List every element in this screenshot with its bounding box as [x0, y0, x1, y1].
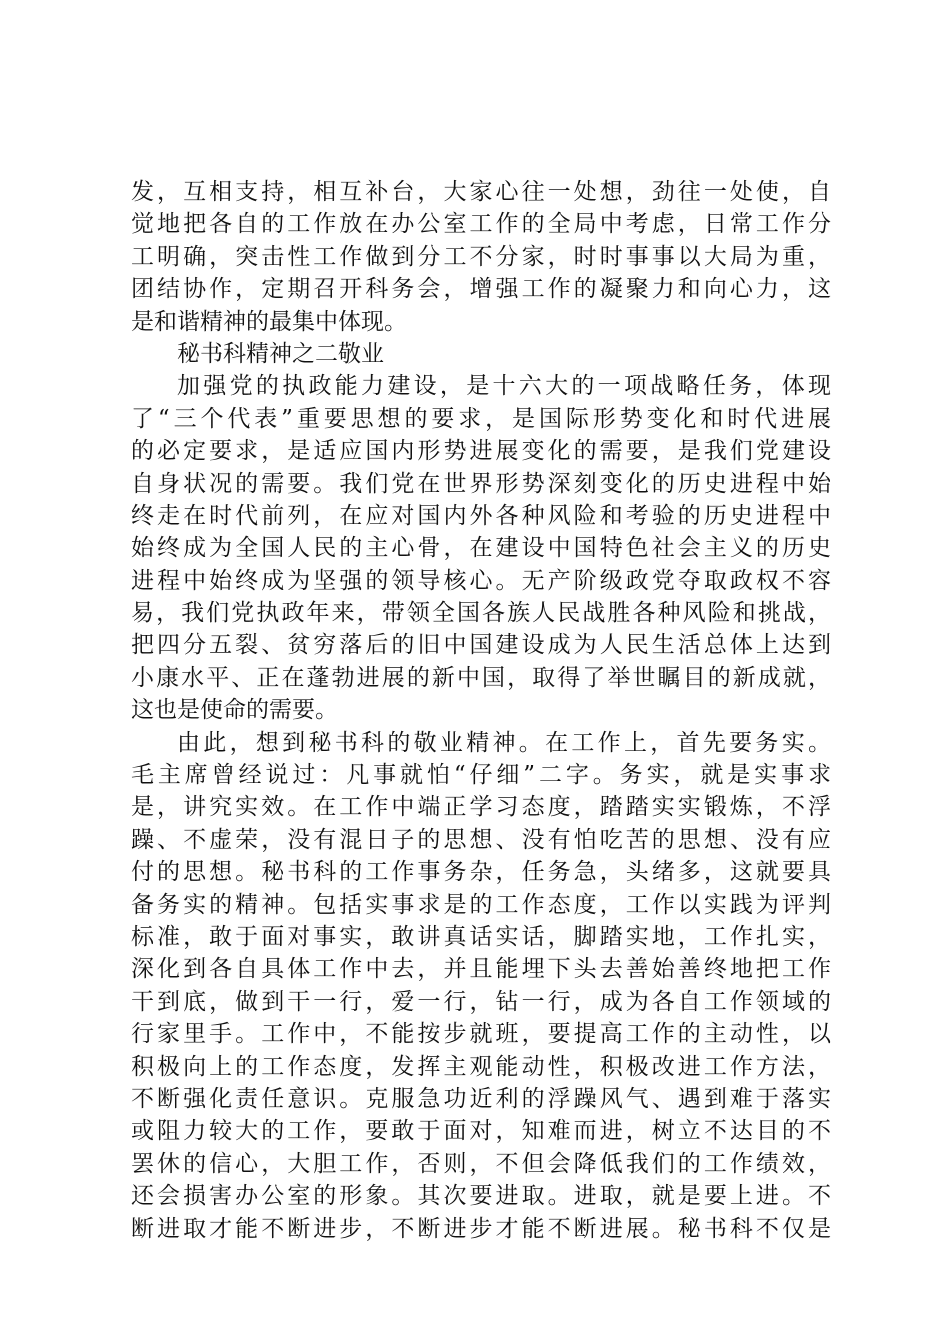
text-line: 发，互相支持，相互补台，大家心往一处想，劲往一处使，自 [131, 179, 831, 205]
text-line: 标准，敢于面对事实，敢讲真话实话，脚踏实地，工作扎实， [131, 923, 831, 950]
text-line: 备务实的精神。包括实事求是的工作态度，工作以实践为评判 [131, 891, 831, 918]
text-line: 干到底，做到干一行，爱一行，钻一行，成为各自工作领域的 [131, 988, 831, 1015]
text-line: 自身状况的需要。我们党在世界形势深刻变化的历史进程中始 [131, 470, 831, 497]
text-line: 团结协作，定期召开科务会，增强工作的凝聚力和向心力，这 [131, 276, 831, 303]
text-line: 毛主席曾经说过：凡事就怕“仔细”二字。务实，就是实事求 [131, 762, 831, 789]
text-line: 的必定要求，是适应国内形势进展变化的需要，是我们党建设 [131, 438, 831, 465]
text-line: 还会损害办公室的形象。其次要进取。进取，就是要上进。不 [131, 1183, 831, 1210]
text-line: 或阻力较大的工作，要敢于面对，知难而进，树立不达目的不 [131, 1118, 831, 1145]
text-line: 付的思想。秘书科的工作事务杂，任务急，头绪多，这就要具 [131, 859, 831, 886]
text-line: 把四分五裂、贫穷落后的旧中国建设成为人民生活总体上达到 [131, 632, 831, 659]
text-line: 躁、不虚荣，没有混日子的思想、没有怕吃苦的思想、没有应 [131, 826, 831, 853]
text-line: 始终成为全国人民的主心骨，在建设中国特色社会主义的历史 [131, 535, 831, 562]
text-line: 行家里手。工作中，不能按步就班，要提高工作的主动性，以 [131, 1021, 831, 1048]
text-line: 工明确，突击性工作做到分工不分家，时时事事以大局为重， [131, 243, 831, 270]
text-line: 罢休的信心，大胆工作，否则，不但会降低我们的工作绩效， [131, 1150, 831, 1177]
text-line: 是，讲究实效。在工作中端正学习态度，踏踏实实锻炼，不浮 [131, 794, 831, 821]
text-line: 断进取才能不断进步，不断进步才能不断进展。秘书科不仅是 [131, 1215, 831, 1242]
text-line: 由此，想到秘书科的敬业精神。在工作上，首先要务实。 [177, 729, 831, 756]
text-line: 不断强化责任意识。克服急功近利的浮躁风气、遇到难于落实 [131, 1085, 831, 1112]
text-line: 加强党的执政能力建设，是十六大的一项战略任务，体现 [177, 373, 831, 400]
text-line: 小康水平、正在蓬勃进展的新中国，取得了举世瞩目的新成就， [131, 664, 831, 691]
text-line: 了“三个代表”重要思想的要求，是国际形势变化和时代进展 [131, 405, 831, 432]
text-line: 觉地把各自的工作放在办公室工作的全局中考虑，日常工作分 [131, 211, 831, 238]
text-line: 终走在时代前列，在应对国内外各种风险和考验的历史进程中 [131, 502, 831, 529]
text-line: 这也是使命的需要。 [131, 697, 338, 724]
section-heading: 秘书科精神之二敬业 [177, 340, 384, 367]
document-body [131, 176, 831, 1245]
text-line: 进程中始终成为坚强的领导核心。无产阶级政党夺取政权不容 [131, 567, 831, 594]
text-line: 易，我们党执政年来，带领全国各族人民战胜各种风险和挑战， [131, 600, 831, 627]
text-line: 是和谐精神的最集中体现。 [131, 308, 407, 335]
text-line: 深化到各自具体工作中去，并且能埋下头去善始善终地把工作 [131, 956, 831, 983]
text-line: 积极向上的工作态度，发挥主观能动性，积极改进工作方法， [131, 1053, 831, 1080]
